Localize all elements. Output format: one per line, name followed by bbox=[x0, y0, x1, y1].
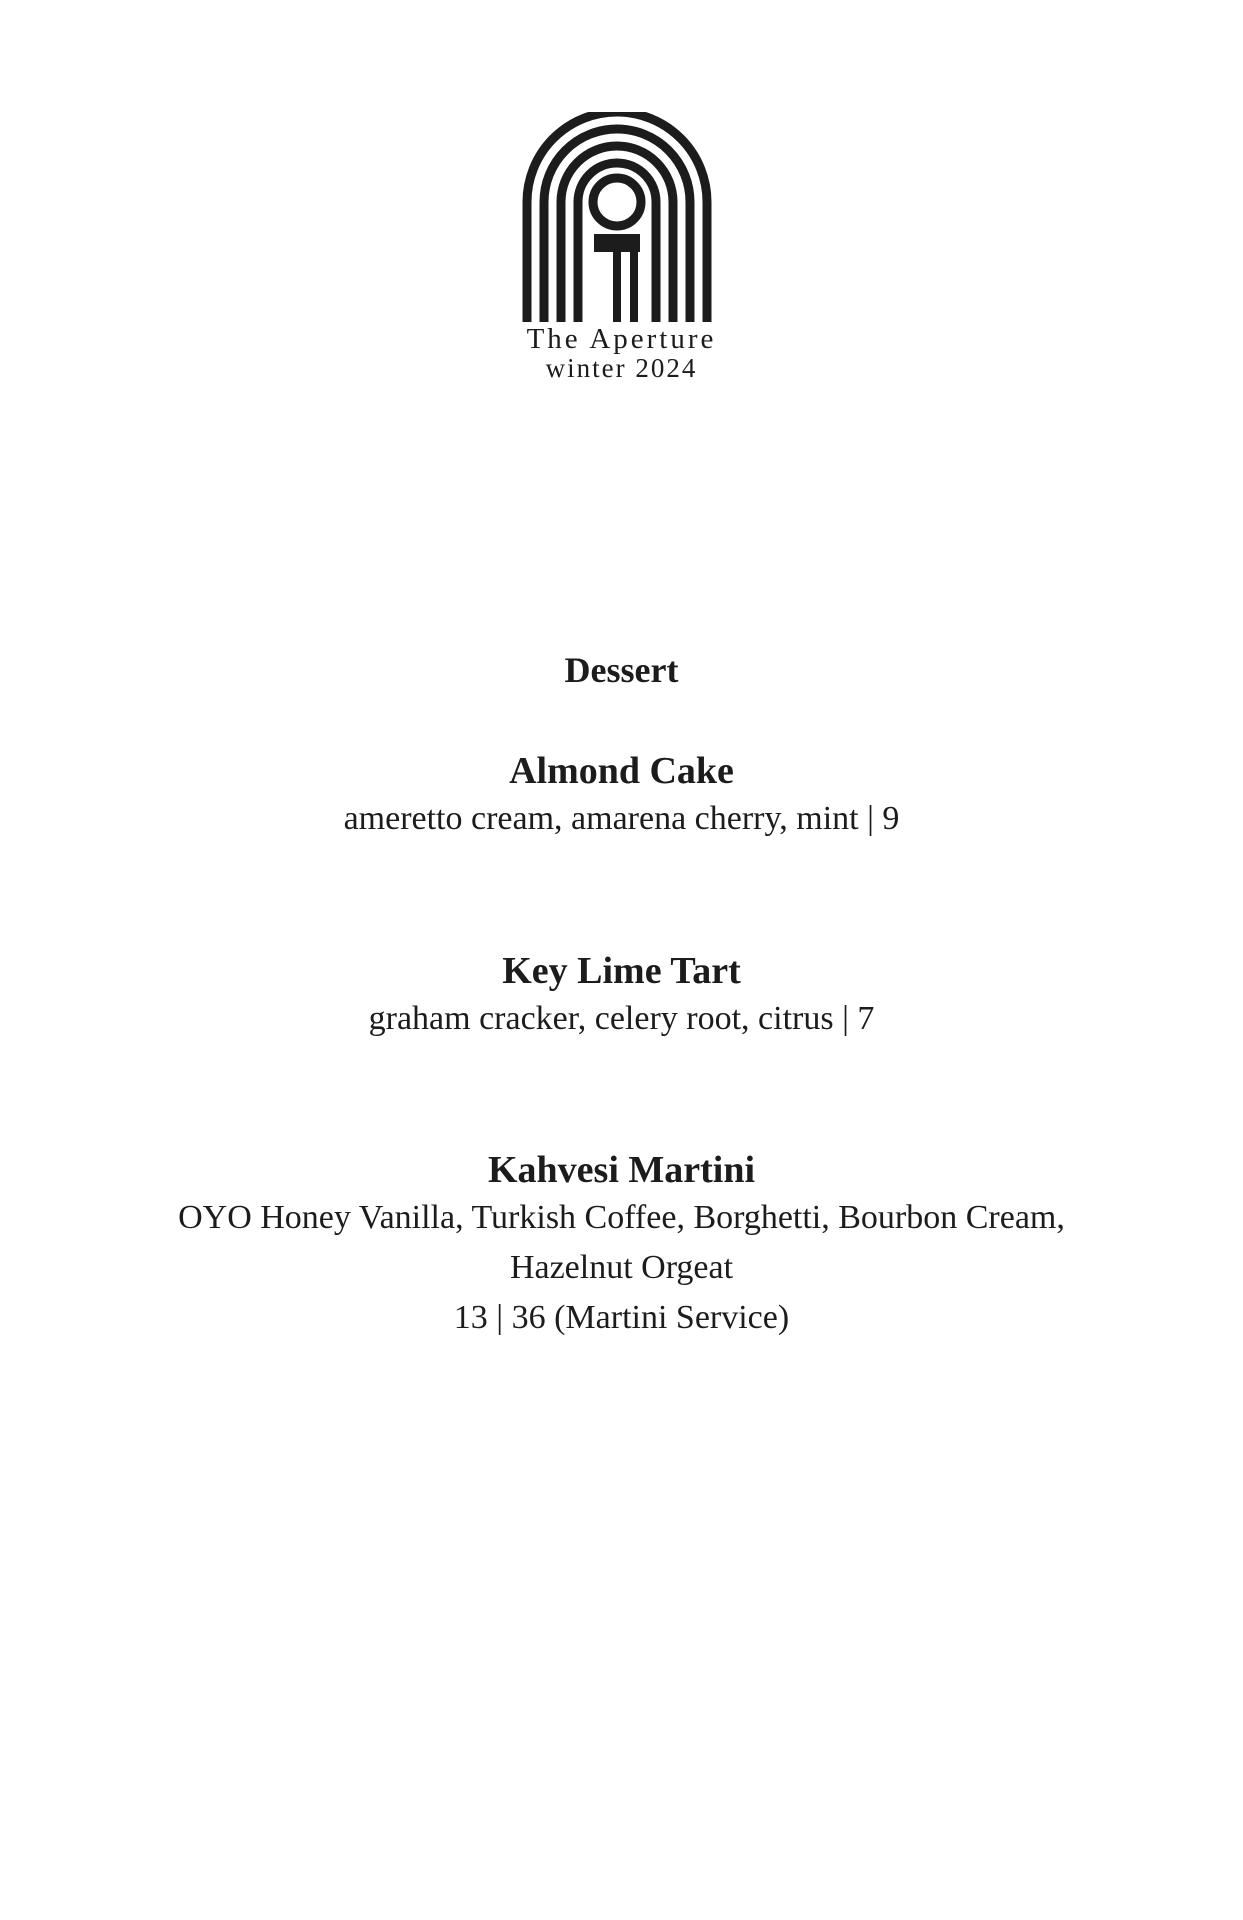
menu-item-description: graham cracker, celery root, citrus | 7 bbox=[368, 1000, 875, 1037]
menu-item-almond-cake bbox=[0, 748, 1243, 844]
menu-item-key-lime-tart bbox=[0, 948, 1243, 1044]
menu-item-kahvesi-martini bbox=[0, 1147, 1243, 1343]
section-title: Dessert bbox=[564, 650, 679, 690]
menu-item-description-line: Hazelnut Orgeat bbox=[509, 1249, 734, 1286]
menu-item-description: ameretto cream, amarena cherry, mint | 9 bbox=[343, 800, 900, 837]
menu-item-name: Key Lime Tart bbox=[502, 950, 741, 992]
menu-item-price-line: 13 | 36 (Martini Service) bbox=[453, 1299, 790, 1336]
brand-name: The Aperture bbox=[526, 323, 717, 355]
menu-item-name: Almond Cake bbox=[509, 750, 734, 792]
menu-item-name: Kahvesi Martini bbox=[487, 1149, 756, 1191]
menu-item-description-line: OYO Honey Vanilla, Turkish Coffee, Borghetti, Bourbon Cream, bbox=[178, 1199, 1065, 1236]
brand-season: winter 2024 bbox=[545, 353, 698, 383]
aperture-arch-logo-icon bbox=[518, 112, 716, 322]
